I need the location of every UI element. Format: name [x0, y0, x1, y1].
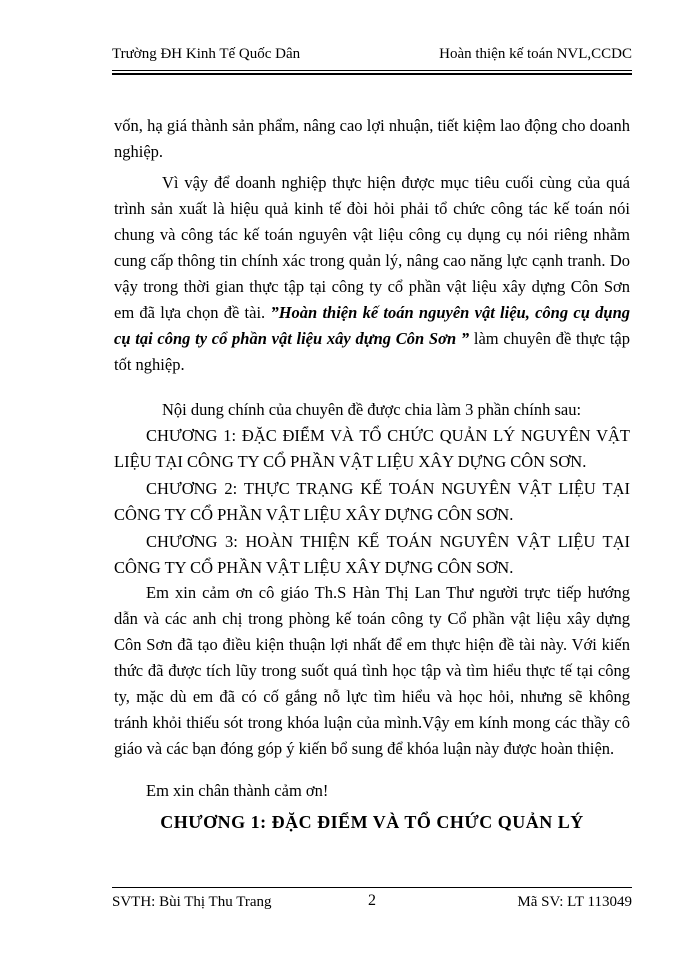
- header-rule-thick: [112, 73, 632, 75]
- footer-rule: [112, 887, 632, 888]
- chapter-heading: CHƯƠNG 1: ĐẶC ĐIỂM VÀ TỔ CHỨC QUẢN LÝ: [160, 812, 584, 832]
- chapter-list-text: CHƯƠNG 3: HOÀN THIỆN KẾ TOÁN NGUYÊN VẬT LIỆU TẠI CÔNG TY CỔ PHẦN VẬT LIỆU XÂY DỰNG CÔN SƠN.: [114, 532, 630, 577]
- page-header: [112, 46, 632, 68]
- body-paragraph-3: [114, 397, 630, 423]
- chapter-list-item-3: [114, 529, 630, 581]
- footer-student: SVTH: Bùi Thị Thu Trang: [112, 894, 272, 910]
- body-paragraph-1: [114, 113, 630, 165]
- footer-student-id: Mã SV: LT 113049: [517, 894, 632, 910]
- body-paragraph-4: [114, 580, 630, 762]
- header-topic: Hoàn thiện kế toán NVL,CCDC: [439, 46, 632, 62]
- chapter-list-item-2: [114, 476, 630, 528]
- paragraph-text: Nội dung chính của chuyên đề được chia làm 3 phần chính sau:: [162, 400, 582, 419]
- paragraph-text: vốn, hạ giá thành sản phẩm, nâng cao lợi nhuận, tiết kiệm lao động cho doanh nghiệp.: [114, 116, 630, 161]
- chapter-list-text: CHƯƠNG 2: THỰC TRẠNG KẾ TOÁN NGUYÊN VẬT LIỆU TẠI CÔNG TY CỔ PHẦN VẬT LIỆU XÂY DỰNG CÔN SƠN.: [114, 479, 630, 524]
- paragraph-text: Em xin cảm ơn cô giáo Th.S Hàn Thị Lan Thư người trực tiếp hướng dẫn và các anh chị trong phòng kế toán công ty Cổ phần vật liệu xây dựng Côn Sơn đã tạo điều kiện thuận lợi nhất để em thực hiện đề tài này. Với kiến thức đã được tích lũy trong suốt quá tình học tập và tìm hiểu thực tế tại công ty, mặc dù em đã có cố gắng nỗ lực tìm hiểu và học hỏi, nhưng sẽ không tránh khỏi thiếu sót trong khóa luận của mình.Vậy em kính mong các thầy cô giáo và các bạn đóng góp ý kiến bổ sung để khóa luận này được hoàn thiện.: [114, 583, 630, 758]
- chapter-list-item-1: [114, 423, 630, 475]
- page-footer: [112, 894, 632, 916]
- thesis-title: ”Hoàn thiện kế toán nguyên vật liệu, công cụ dụng cụ tại công ty cổ phần vật liệu xây dựng Côn Sơn ”: [114, 303, 630, 348]
- paragraph-text: làm chuyên đề thực tập tốt nghiệp.: [114, 329, 630, 374]
- header-school: Trường ĐH Kinh Tế Quốc Dân: [112, 46, 301, 62]
- paragraph-text: Vì vậy để doanh nghiệp thực hiện được mục tiêu cuối cùng của quá trình sản xuất là hiệu quả kinh tế đòi hỏi phải tổ chức công tác kế toán nói chung và công tác kế toán nguyên vật liệu công cụ dụng cụ nói riêng nhằm cung cấp thông tin chính xác trong quản lý, nâng cao năng lực cạnh tranh. Do vậy trong thời gian thực tập tại công ty cổ phần vật liệu xây dựng Côn Sơn em đã lựa chọn đề tài.: [114, 173, 630, 322]
- chapter-list-text: CHƯƠNG 1: ĐẶC ĐIỂM VÀ TỔ CHỨC QUẢN LÝ NGUYÊN VẬT LIỆU TẠI CÔNG TY CỔ PHẦN VẬT LIỆU XÂY DỰNG CÔN SƠN.: [114, 426, 630, 471]
- body-paragraph-2: [114, 170, 630, 378]
- page-number: 2: [368, 892, 376, 909]
- paragraph-text: Em xin chân thành cảm ơn!: [146, 781, 329, 800]
- header-rule-thin: [112, 70, 632, 71]
- body-paragraph-5: [114, 778, 630, 804]
